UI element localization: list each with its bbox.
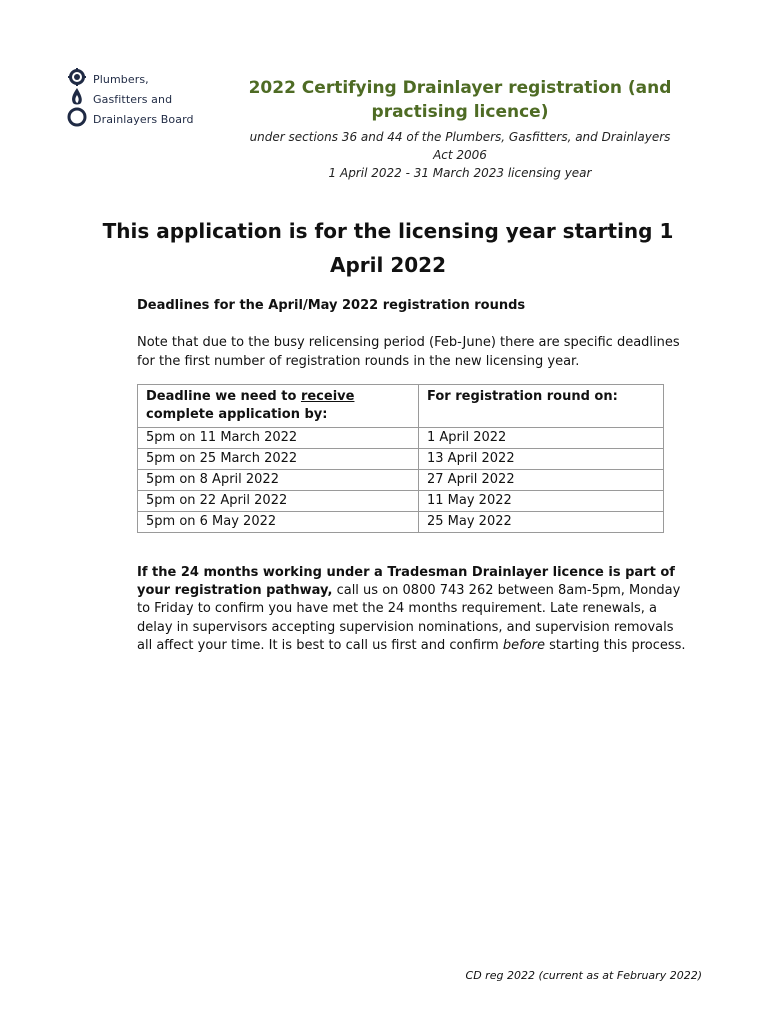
- title-line-2: practising licence): [371, 102, 549, 122]
- subtitle-line-3: 1 April 2022 - 31 March 2023 licensing year: [328, 166, 592, 180]
- subtitle-line-2: Act 2006: [433, 148, 487, 162]
- table-row: [138, 428, 664, 449]
- paragraph-body-text: call us on 0800 743 262 between 8am-5pm, Monday to Friday to confirm you have met the 24 months requirement. Late renewals, a delay in supervisors accepting supervision nominations, and supervision removals all affect your time. It is best to call us first and confirm: [137, 583, 681, 653]
- table-row: [138, 449, 664, 470]
- header-deadline-suffix: complete application by:: [146, 407, 328, 422]
- deadlines-heading: Deadlines for the April/May 2022 registration rounds: [137, 298, 526, 313]
- table-row: [138, 470, 664, 491]
- table-row: [138, 512, 664, 533]
- tradesman-pathway-paragraph: [137, 564, 687, 655]
- round-cell: 27 April 2022: [419, 470, 664, 491]
- round-cell: 1 April 2022: [419, 428, 664, 449]
- deadline-cell: 5pm on 25 March 2022: [138, 449, 419, 470]
- header-deadline-prefix: Deadline we need to: [146, 389, 301, 404]
- round-cell: 11 May 2022: [419, 491, 664, 512]
- heading-line-1: This application is for the licensing year starting 1: [102, 219, 674, 243]
- deadline-cell: 5pm on 22 April 2022: [138, 491, 419, 512]
- deadline-cell: 5pm on 8 April 2022: [138, 470, 419, 491]
- deadline-cell: 5pm on 11 March 2022: [138, 428, 419, 449]
- table-row: [138, 491, 664, 512]
- paragraph-end-text: starting this process.: [544, 637, 686, 653]
- subtitle-line-1: under sections 36 and 44 of the Plumbers, Gasfitters, and Drainlayers: [249, 130, 671, 144]
- logo-emblem-icon: [66, 68, 88, 128]
- licensing-year-heading: [90, 214, 686, 282]
- document-subtitle: [225, 128, 695, 182]
- deadlines-note: Note that due to the busy relicensing period (Feb-June) there are specific deadlines for the first number of registration rounds in the new licensing year.: [137, 335, 680, 369]
- board-logo: [66, 68, 196, 128]
- document-footer: CD reg 2022 (current as at February 2022): [465, 969, 702, 982]
- document-title: [225, 76, 695, 124]
- logo-line-1: Plumbers,: [93, 73, 149, 86]
- table-header-row: [138, 385, 664, 428]
- round-cell: 25 May 2022: [419, 512, 664, 533]
- heading-line-2: April 2022: [330, 253, 446, 277]
- deadline-cell: 5pm on 6 May 2022: [138, 512, 419, 533]
- paragraph-bold-text: If the 24 months working under a Tradesman Drainlayer licence is part of your registration pathway,: [137, 565, 675, 599]
- header-deadline-underlined: receive: [300, 389, 355, 404]
- logo-line-2: Gasfitters and: [93, 93, 173, 106]
- paragraph-italic-text: before: [502, 637, 545, 653]
- table-header-deadline: [138, 385, 419, 428]
- table-header-round: For registration round on:: [419, 385, 664, 428]
- deadlines-table: [137, 384, 664, 533]
- logo-line-3: Drainlayers Board: [93, 113, 194, 126]
- title-line-1: 2022 Certifying Drainlayer registration (and: [248, 78, 672, 98]
- logo-text: [93, 70, 194, 130]
- round-cell: 13 April 2022: [419, 449, 664, 470]
